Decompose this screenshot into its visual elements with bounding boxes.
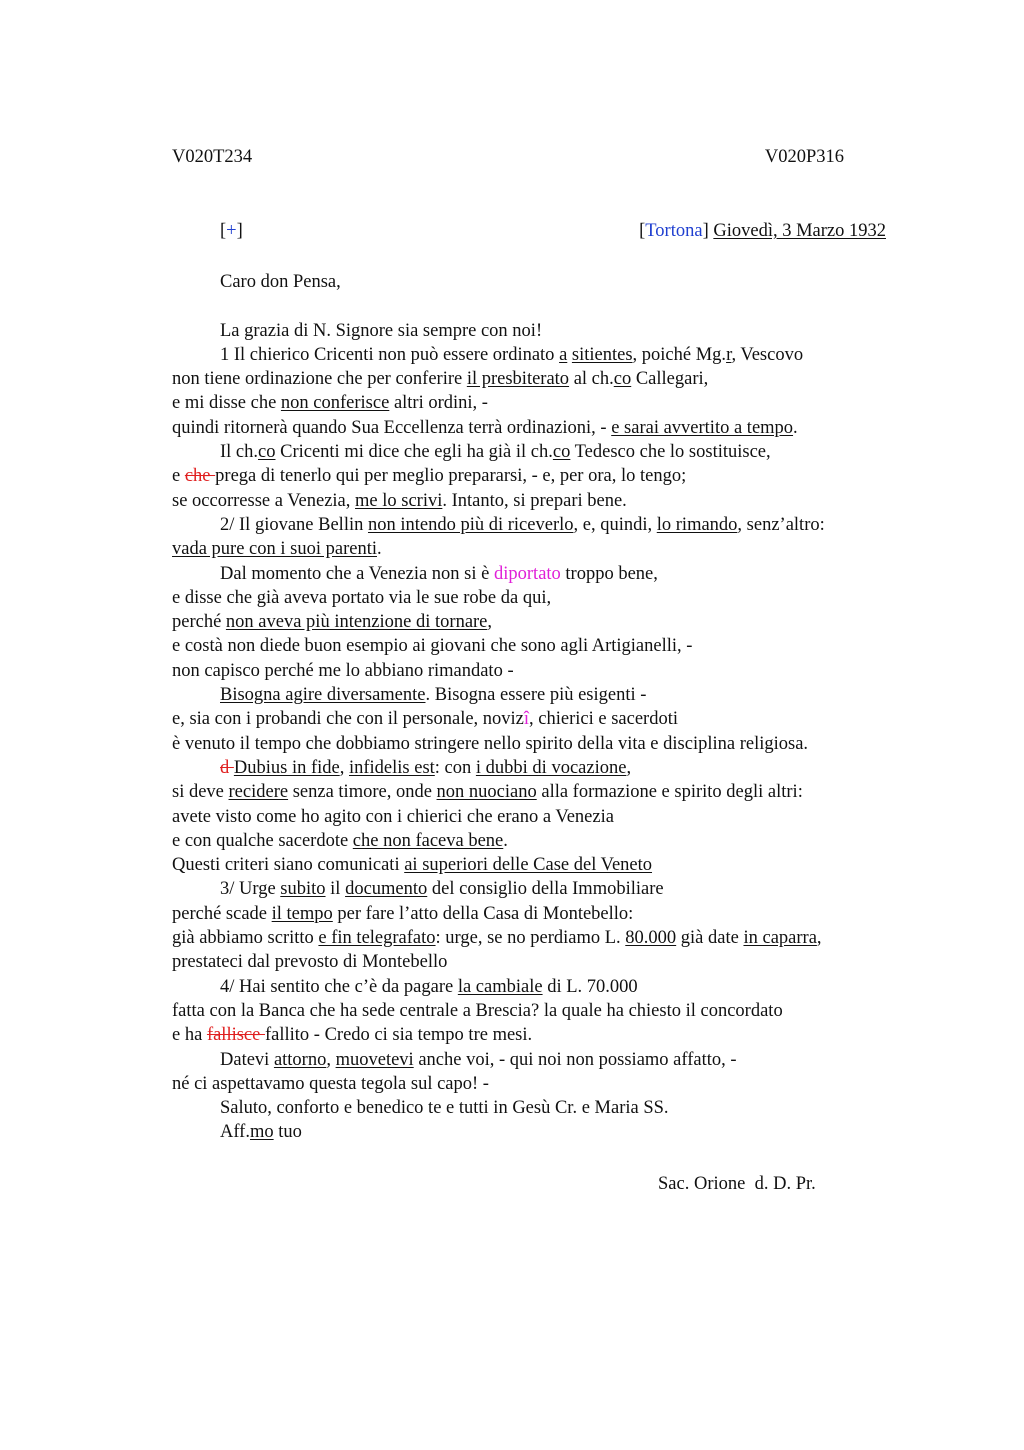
text-line: 1 Il chierico Cricenti non può essere ordinato a sitientes, poiché Mg.r, Vescovo: [220, 344, 804, 365]
highlighted-word: diportato: [494, 563, 561, 584]
text-line: La grazia di N. Signore sia sempre con noi!: [220, 320, 543, 341]
code-right: V020P316: [764, 147, 844, 167]
cross-icon: +: [226, 221, 237, 241]
text-line: e costà non diede buon esempio ai giovani che sono agli Artigianelli, -: [172, 636, 693, 657]
cross-marker: [+]: [220, 221, 243, 241]
highlighted-char: î: [523, 709, 530, 730]
date: Giovedì, 3 Marzo 1932: [713, 221, 886, 241]
text-line: Bisogna agire diversamente. Bisogna essere più esigenti -: [220, 685, 647, 706]
text-line: né ci aspettavamo questa tegola sul capo! -: [172, 1073, 489, 1094]
text-line: Questi criteri siano comunicati ai superiori delle Case del Veneto: [172, 855, 653, 876]
text-line: 2/ Il giovane Bellin non intendo più di riceverlo, e, quindi, lo rimando, senz’altro:: [220, 514, 825, 535]
text-line: Il ch.co Cricenti mi dice che egli ha già il ch.co Tedesco che lo sostituisce,: [220, 442, 771, 463]
deleted-text: che: [184, 466, 216, 487]
text-line: e con qualche sacerdote che non faceva bene.: [172, 830, 508, 851]
signature: Sac. Orione d. D. Pr.: [658, 1174, 816, 1194]
text-line: e ha fallisce fallito - Credo ci sia tempo tre mesi.: [172, 1025, 533, 1046]
text-line: avete visto come ho agito con i chierici che erano a Venezia: [172, 806, 614, 827]
text-line: non tiene ordinazione che per conferire il presbiterato al ch.co Callegari,: [172, 369, 709, 390]
place-and-date: [Tortona] Giovedì, 3 Marzo 1932: [639, 221, 886, 241]
text-line: fatta con la Banca che ha sede centrale a Brescia? la quale ha chiesto il concordato: [172, 1000, 783, 1021]
text-line: e mi disse che non conferisce altri ordini, -: [172, 393, 488, 414]
deleted-text: d: [220, 757, 234, 778]
text-line: non capisco perché me lo abbiano rimandato -: [172, 660, 514, 681]
text-line: Datevi attorno, muovetevi anche voi, - qui noi non possiamo affatto, -: [220, 1049, 737, 1070]
text-line: e, sia con i probandi che con il personale, novizî, chierici e sacerdoti: [172, 709, 678, 730]
text-line: quindi ritornerà quando Sua Eccellenza terrà ordinazioni, - e sarai avvertito a tempo.: [172, 417, 798, 438]
text-line: prestateci dal prevosto di Montebello: [172, 952, 448, 973]
text-line: è venuto il tempo che dobbiamo stringere nello spirito della vita e disciplina religiosa.: [172, 733, 809, 754]
text-line: Dal momento che a Venezia non si è diportato troppo bene,: [220, 563, 658, 584]
text-line: 3/ Urge subito il documento del consiglio della Immobiliare: [220, 879, 664, 900]
text-line: 4/ Hai sentito che c’è da pagare la cambiale di L. 70.000: [220, 976, 638, 997]
text-line: d Dubius in fide, infidelis est: con i dubbi di vocazione,: [220, 757, 632, 778]
text-line: perché scade il tempo per fare l’atto della Casa di Montebello:: [172, 903, 634, 924]
text-line: e disse che già aveva portato via le sue robe da qui,: [172, 587, 552, 608]
letter-header: [172, 221, 886, 245]
text-line: vada pure con i suoi parenti.: [172, 539, 382, 560]
place: Tortona: [645, 221, 703, 241]
text-line: e che prega di tenerlo qui per meglio prepararsi, - e, per ora, lo tengo;: [172, 466, 687, 487]
text-line: già abbiamo scritto e fin telegrafato: urge, se no perdiamo L. 80.000 già date in caparra,: [172, 928, 822, 949]
text-line: Saluto, conforto e benedico te e tutti in Gesù Cr. e Maria SS.: [220, 1098, 669, 1119]
closing: Aff.mo tuo: [220, 1122, 302, 1143]
letter-body: [172, 270, 912, 1145]
document-codes: [172, 147, 844, 171]
code-left: V020T234: [172, 147, 253, 167]
text-line: se occorresse a Venezia, me lo scrivi. Intanto, si prepari bene.: [172, 490, 627, 511]
salutation: Caro don Pensa,: [220, 272, 341, 292]
deleted-text: fallisce: [206, 1025, 265, 1046]
text-line: perché non aveva più intenzione di tornare,: [172, 612, 493, 633]
text-line: si deve recidere senza timore, onde non nuociano alla formazione e spirito degli altri:: [172, 782, 803, 803]
